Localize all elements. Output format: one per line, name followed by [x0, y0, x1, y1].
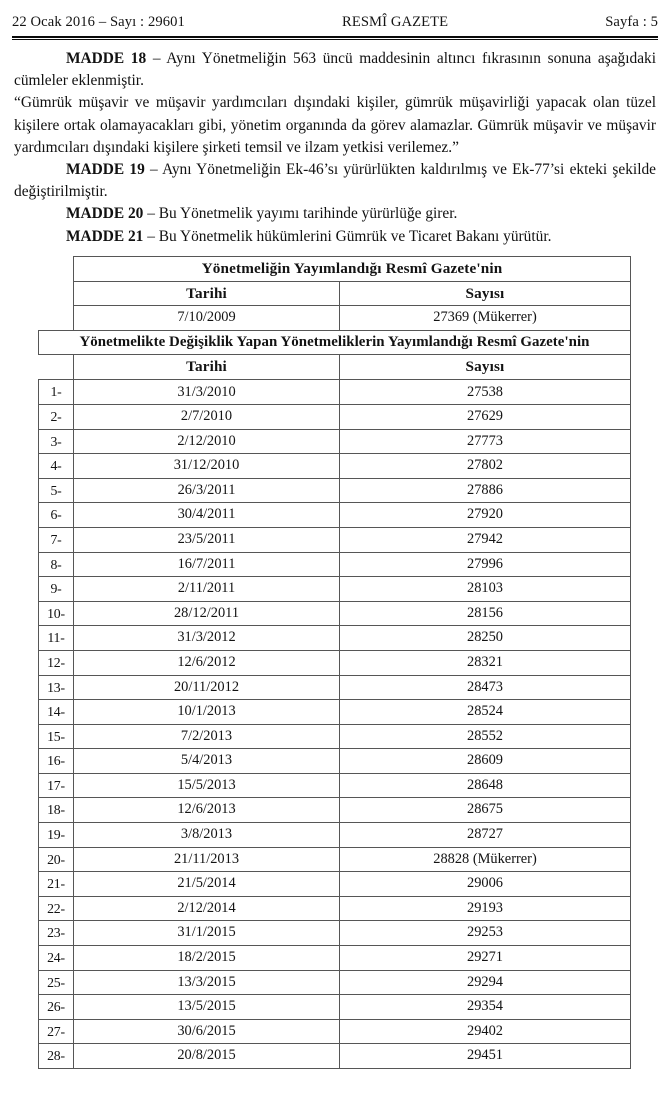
table-row — [39, 946, 631, 971]
amendment-date: 23/5/2011 — [74, 527, 340, 552]
madde-18-text: – Aynı Yönetmeliğin 563 üncü maddesinin altıncı fıkrasının sonuna aşağıdaki cümleler eklenmiştir. — [14, 50, 656, 90]
table-row — [39, 823, 631, 848]
table-row-amendment-columns — [39, 355, 631, 380]
row-index: 12- — [39, 650, 74, 675]
amendment-date: 31/3/2010 — [74, 379, 340, 404]
amendment-number: 28609 — [340, 749, 631, 774]
table-row — [39, 872, 631, 897]
amendment-number: 29253 — [340, 921, 631, 946]
amendment-number: 28648 — [340, 773, 631, 798]
amendment-number: 28321 — [340, 650, 631, 675]
table-row — [39, 650, 631, 675]
amendment-date: 2/12/2014 — [74, 896, 340, 921]
table-row — [39, 503, 631, 528]
issue-date-and-number: 22 Ocak 2016 – Sayı : 29601 — [12, 14, 185, 30]
row-index: 9- — [39, 577, 74, 602]
column-header-number-amendments: Sayısı — [340, 355, 631, 380]
table-row-original-columns — [39, 281, 631, 306]
row-index: 11- — [39, 626, 74, 651]
corner-cell — [39, 257, 74, 282]
amendment-publication-heading: Yönetmelikte Değişiklik Yapan Yönetmeliklerin Yayımlandığı Resmî Gazete'nin — [39, 330, 631, 355]
corner-cell — [39, 355, 74, 380]
page-running-head — [12, 14, 658, 31]
amendment-number: 28156 — [340, 601, 631, 626]
amendment-number: 28103 — [340, 577, 631, 602]
column-header-date-amendments: Tarihi — [74, 355, 340, 380]
amendment-date: 31/12/2010 — [74, 454, 340, 479]
amendment-date: 31/3/2012 — [74, 626, 340, 651]
amendment-number: 29193 — [340, 896, 631, 921]
corner-cell — [39, 281, 74, 306]
amendment-number: 29006 — [340, 872, 631, 897]
amendment-date: 28/12/2011 — [74, 601, 340, 626]
row-index: 26- — [39, 995, 74, 1020]
amendment-number: 28828 (Mükerrer) — [340, 847, 631, 872]
amendment-number: 28552 — [340, 724, 631, 749]
row-index: 1- — [39, 379, 74, 404]
table-row — [39, 847, 631, 872]
table-row — [39, 700, 631, 725]
paragraph-madde-19 — [14, 159, 656, 203]
table-row — [39, 970, 631, 995]
table-row — [39, 429, 631, 454]
madde-20-label: MADDE 20 — [66, 205, 144, 223]
table-body — [39, 257, 631, 380]
amendment-date: 30/4/2011 — [74, 503, 340, 528]
table-row — [39, 577, 631, 602]
amendment-number: 28473 — [340, 675, 631, 700]
paragraph-madde-21 — [14, 226, 656, 248]
amendment-number: 27629 — [340, 404, 631, 429]
row-index: 27- — [39, 1019, 74, 1044]
table-row — [39, 1044, 631, 1069]
table-row — [39, 798, 631, 823]
article-body — [14, 48, 656, 248]
row-index: 2- — [39, 404, 74, 429]
amendment-date: 2/11/2011 — [74, 577, 340, 602]
table-row-original-heading — [39, 257, 631, 282]
row-index: 20- — [39, 847, 74, 872]
amendment-number: 27773 — [340, 429, 631, 454]
amendment-number: 29451 — [340, 1044, 631, 1069]
column-header-number-original: Sayısı — [340, 281, 631, 306]
amendment-date: 16/7/2011 — [74, 552, 340, 577]
amendment-number: 27538 — [340, 379, 631, 404]
table-row — [39, 749, 631, 774]
amendment-date: 10/1/2013 — [74, 700, 340, 725]
amendment-number: 27802 — [340, 454, 631, 479]
table-row — [39, 527, 631, 552]
publication-title: RESMÎ GAZETE — [341, 14, 449, 30]
madde-20-text: – Bu Yönetmelik yayımı tarihinde yürürlüğe girer. — [143, 205, 458, 223]
amendment-date: 7/2/2013 — [74, 724, 340, 749]
table-row — [39, 454, 631, 479]
amendment-date: 3/8/2013 — [74, 823, 340, 848]
row-index: 4- — [39, 454, 74, 479]
row-index: 8- — [39, 552, 74, 577]
amendment-date: 26/3/2011 — [74, 478, 340, 503]
amendment-date: 13/5/2015 — [74, 995, 340, 1020]
paragraph-quoted-text: “Gümrük müşavir ve müşavir yardımcıları dışındaki kişiler, gümrük müşavirliği yapacak olan tüzel kişilere ortak olamayacakları gibi, yönetim organında da görev alamazlar. Gümrük müşavir ve müşavir yardımcıları dışındaki kişilere şirketi temsil ve ilzam yetkisi verilemez.” — [14, 94, 656, 156]
madde-18-label: MADDE 18 — [66, 50, 147, 67]
table-row — [39, 478, 631, 503]
madde-21-text: – Bu Yönetmelik hükümlerini Gümrük ve Ticaret Bakanı yürütür. — [143, 227, 552, 245]
table-row — [39, 404, 631, 429]
row-index: 17- — [39, 773, 74, 798]
row-index: 13- — [39, 675, 74, 700]
original-publication-date: 7/10/2009 — [74, 306, 340, 331]
amendment-number: 28524 — [340, 700, 631, 725]
amendment-number: 29294 — [340, 970, 631, 995]
row-index: 23- — [39, 921, 74, 946]
amendment-number: 27920 — [340, 503, 631, 528]
amendment-number: 29271 — [340, 946, 631, 971]
amendment-number: 28250 — [340, 626, 631, 651]
amendment-date: 12/6/2013 — [74, 798, 340, 823]
amendment-number: 28675 — [340, 798, 631, 823]
amendment-date: 15/5/2013 — [74, 773, 340, 798]
row-index: 16- — [39, 749, 74, 774]
publication-history-table — [38, 256, 631, 1069]
amendment-number: 27886 — [340, 478, 631, 503]
row-index: 15- — [39, 724, 74, 749]
table-row — [39, 724, 631, 749]
amendment-date: 21/11/2013 — [74, 847, 340, 872]
amendment-date: 18/2/2015 — [74, 946, 340, 971]
row-index: 14- — [39, 700, 74, 725]
amendment-number: 27996 — [340, 552, 631, 577]
row-index: 19- — [39, 823, 74, 848]
row-index: 24- — [39, 946, 74, 971]
header-rule-thin — [12, 39, 658, 40]
amendment-date: 30/6/2015 — [74, 1019, 340, 1044]
table-row — [39, 896, 631, 921]
header-divider-rule — [12, 36, 658, 40]
amendment-number: 28727 — [340, 823, 631, 848]
original-publication-number: 27369 (Mükerrer) — [340, 306, 631, 331]
table-row — [39, 773, 631, 798]
madde-21-label: MADDE 21 — [66, 227, 144, 245]
amendment-date: 5/4/2013 — [74, 749, 340, 774]
table-row-original-values — [39, 306, 631, 331]
paragraph-madde-18 — [14, 48, 656, 92]
row-index: 6- — [39, 503, 74, 528]
amendment-date: 20/8/2015 — [74, 1044, 340, 1069]
table-row-amendment-heading — [39, 330, 631, 355]
amendment-number: 29354 — [340, 995, 631, 1020]
table-row — [39, 995, 631, 1020]
row-index: 5- — [39, 478, 74, 503]
paragraph-madde-20 — [14, 203, 656, 225]
table-row — [39, 1019, 631, 1044]
amendment-date: 31/1/2015 — [74, 921, 340, 946]
corner-cell — [39, 306, 74, 331]
amendment-number: 29402 — [340, 1019, 631, 1044]
amendment-rows-body — [39, 379, 631, 1068]
amendment-date: 20/11/2012 — [74, 675, 340, 700]
madde-19-label: MADDE 19 — [66, 161, 145, 179]
row-index: 25- — [39, 970, 74, 995]
row-index: 7- — [39, 527, 74, 552]
original-publication-heading: Yönetmeliğin Yayımlandığı Resmî Gazete'nin — [74, 257, 631, 282]
table-row — [39, 552, 631, 577]
row-index: 22- — [39, 896, 74, 921]
row-index: 28- — [39, 1044, 74, 1069]
amendment-date: 12/6/2012 — [74, 650, 340, 675]
table-row — [39, 921, 631, 946]
row-index: 18- — [39, 798, 74, 823]
table-row — [39, 675, 631, 700]
amendment-date: 2/7/2010 — [74, 404, 340, 429]
row-index: 3- — [39, 429, 74, 454]
table-row — [39, 626, 631, 651]
table-row — [39, 379, 631, 404]
page-number: Sayfa : 5 — [605, 14, 658, 30]
amendment-date: 2/12/2010 — [74, 429, 340, 454]
row-index: 10- — [39, 601, 74, 626]
amendment-number: 27942 — [340, 527, 631, 552]
amendment-date: 21/5/2014 — [74, 872, 340, 897]
amendment-date: 13/3/2015 — [74, 970, 340, 995]
table-row — [39, 601, 631, 626]
madde-19-text: – Aynı Yönetmeliğin Ek-46’sı yürürlükten kaldırılmış ve Ek-77’si ekteki şekilde değiştirilmiştir. — [14, 161, 657, 201]
row-index: 21- — [39, 872, 74, 897]
column-header-date-original: Tarihi — [74, 281, 340, 306]
